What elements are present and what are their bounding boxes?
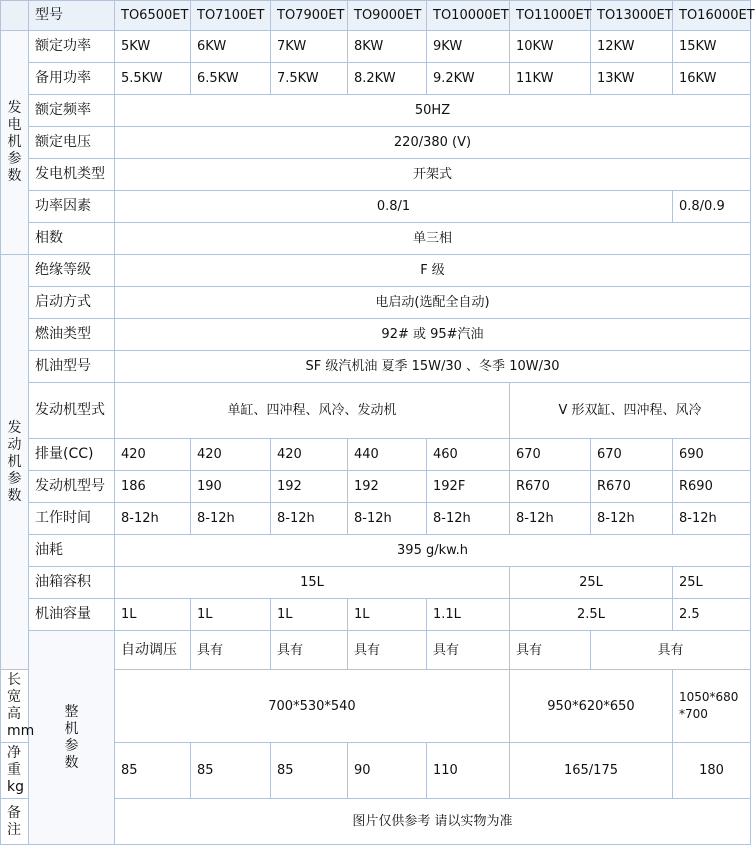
category-engine: 发动机参数 <box>1 255 29 670</box>
engine-form-value-a: 单缸、四冲程、风冷、发动机 <box>115 383 510 439</box>
row-label: 油箱容积 <box>29 567 115 599</box>
rated-power-cell: 10KW <box>510 31 591 63</box>
standby-power-cell: 5.5KW <box>115 63 191 95</box>
table-row <box>1 287 751 319</box>
work-time-cell: 8-12h <box>115 503 191 535</box>
net-weight-cell: 85 <box>115 743 191 799</box>
rated-power-cell: 9KW <box>427 31 510 63</box>
net-weight-value-b: 165/175 <box>510 743 673 799</box>
row-label: 备用功率 <box>29 63 115 95</box>
net-weight-cell: 85 <box>191 743 271 799</box>
model-header: TO7900ET <box>271 1 348 31</box>
table-row <box>1 223 751 255</box>
engine-model-cell: 190 <box>191 471 271 503</box>
insulation-value: F 级 <box>115 255 751 287</box>
work-time-cell: 8-12h <box>348 503 427 535</box>
rated-power-cell: 12KW <box>591 31 673 63</box>
row-label: 长宽高 mm <box>1 670 29 743</box>
work-time-cell: 8-12h <box>191 503 271 535</box>
table-row <box>1 159 751 191</box>
row-label: 绝缘等级 <box>29 255 115 287</box>
standby-power-cell: 16KW <box>673 63 751 95</box>
oil-capacity-value-b: 2.5L <box>510 599 673 631</box>
row-label: 机油容量 <box>29 599 115 631</box>
table-row <box>1 319 751 351</box>
rated-power-cell: 6KW <box>191 31 271 63</box>
work-time-cell: 8-12h <box>271 503 348 535</box>
model-header-label: 型号 <box>29 1 115 31</box>
oil-capacity-cell: 1L <box>115 599 191 631</box>
table-row <box>1 63 751 95</box>
generator-type-value: 开架式 <box>115 159 751 191</box>
rated-power-cell: 5KW <box>115 31 191 63</box>
power-factor-value: 0.8/1 <box>115 191 673 223</box>
net-weight-cell: 90 <box>348 743 427 799</box>
start-mode-value: 电启动(选配全自动) <box>115 287 751 319</box>
oil-capacity-cell: 1L <box>348 599 427 631</box>
engine-model-cell: 192F <box>427 471 510 503</box>
model-header: TO6500ET <box>115 1 191 31</box>
dimensions-value-b: 950*620*650 <box>510 670 673 743</box>
row-label: 发动机型号 <box>29 471 115 503</box>
fuel-consumption-value: 395 g/kw.h <box>115 535 751 567</box>
rated-voltage-value: 220/380 (V) <box>115 127 751 159</box>
header-row <box>1 1 751 31</box>
work-time-cell: 8-12h <box>427 503 510 535</box>
table-row <box>1 351 751 383</box>
table-row <box>1 599 751 631</box>
table-row <box>1 383 751 439</box>
tank-volume-value-a: 15L <box>115 567 510 599</box>
displacement-cell: 420 <box>191 439 271 471</box>
rated-power-cell: 7KW <box>271 31 348 63</box>
row-label: 功率因素 <box>29 191 115 223</box>
work-time-cell: 8-12h <box>673 503 751 535</box>
oil-capacity-cell: 1.1L <box>427 599 510 631</box>
remark-value: 图片仅供参考 请以实物为准 <box>115 799 751 845</box>
table-row <box>1 255 751 287</box>
net-weight-cell: 110 <box>427 743 510 799</box>
table-row <box>1 191 751 223</box>
table-row <box>1 471 751 503</box>
engine-model-cell: 192 <box>348 471 427 503</box>
row-label: 燃油类型 <box>29 319 115 351</box>
standby-power-cell: 11KW <box>510 63 591 95</box>
avr-cell: 具有 <box>271 631 348 670</box>
rated-power-cell: 15KW <box>673 31 751 63</box>
standby-power-cell: 13KW <box>591 63 673 95</box>
model-header: TO10000ET <box>427 1 510 31</box>
fuel-type-value: 92# 或 95#汽油 <box>115 319 751 351</box>
category-generator: 发电机参数 <box>1 31 29 255</box>
model-header: TO7100ET <box>191 1 271 31</box>
row-label: 发电机类型 <box>29 159 115 191</box>
displacement-cell: 690 <box>673 439 751 471</box>
engine-form-value-b: V 形双缸、四冲程、风冷 <box>510 383 751 439</box>
table-row <box>1 95 751 127</box>
net-weight-value-c: 180 <box>673 743 751 799</box>
displacement-cell: 440 <box>348 439 427 471</box>
model-header: TO16000ET <box>673 1 751 31</box>
displacement-cell: 670 <box>510 439 591 471</box>
displacement-cell: 420 <box>271 439 348 471</box>
displacement-cell: 670 <box>591 439 673 471</box>
dimensions-value-c: 1050*680*700 <box>673 670 751 743</box>
table-row <box>1 535 751 567</box>
engine-model-cell: 186 <box>115 471 191 503</box>
row-label: 备注 <box>1 799 29 845</box>
rated-power-cell: 8KW <box>348 31 427 63</box>
displacement-cell: 420 <box>115 439 191 471</box>
work-time-cell: 8-12h <box>510 503 591 535</box>
avr-cell: 具有 <box>510 631 591 670</box>
row-label: 额定功率 <box>29 31 115 63</box>
net-weight-cell: 85 <box>271 743 348 799</box>
engine-model-cell: R670 <box>591 471 673 503</box>
row-label: 启动方式 <box>29 287 115 319</box>
avr-cell: 具有 <box>427 631 510 670</box>
table-row <box>1 127 751 159</box>
standby-power-cell: 6.5KW <box>191 63 271 95</box>
row-label: 相数 <box>29 223 115 255</box>
row-label: 发动机型式 <box>29 383 115 439</box>
model-header: TO13000ET <box>591 1 673 31</box>
oil-type-value: SF 级汽机油 夏季 15W/30 、冬季 10W/30 <box>115 351 751 383</box>
row-label: 额定频率 <box>29 95 115 127</box>
category-machine: 整机参数 <box>29 631 115 845</box>
engine-model-cell: 192 <box>271 471 348 503</box>
standby-power-cell: 8.2KW <box>348 63 427 95</box>
avr-value-b: 具有 <box>591 631 751 670</box>
tank-volume-value-c: 25L <box>673 567 751 599</box>
row-label: 排量(CC) <box>29 439 115 471</box>
row-label: 净重 kg <box>1 743 29 799</box>
rated-frequency-value: 50HZ <box>115 95 751 127</box>
phase-value: 单三相 <box>115 223 751 255</box>
dimensions-value-a: 700*530*540 <box>115 670 510 743</box>
table-row <box>1 439 751 471</box>
standby-power-cell: 9.2KW <box>427 63 510 95</box>
engine-model-cell: R670 <box>510 471 591 503</box>
engine-model-cell: R690 <box>673 471 751 503</box>
tank-volume-value-b: 25L <box>510 567 673 599</box>
row-label: 工作时间 <box>29 503 115 535</box>
table-row <box>1 631 751 670</box>
work-time-cell: 8-12h <box>591 503 673 535</box>
displacement-cell: 460 <box>427 439 510 471</box>
avr-cell: 具有 <box>348 631 427 670</box>
oil-capacity-value-c: 2.5 <box>673 599 751 631</box>
table-row <box>1 503 751 535</box>
row-label: 自动调压 <box>115 631 191 670</box>
model-header: TO9000ET <box>348 1 427 31</box>
standby-power-cell: 7.5KW <box>271 63 348 95</box>
row-label: 额定电压 <box>29 127 115 159</box>
row-label: 油耗 <box>29 535 115 567</box>
corner-cell <box>1 1 29 31</box>
oil-capacity-cell: 1L <box>271 599 348 631</box>
table-row <box>1 31 751 63</box>
table-row <box>1 567 751 599</box>
power-factor-value-last: 0.8/0.9 <box>673 191 751 223</box>
row-label: 机油型号 <box>29 351 115 383</box>
avr-cell: 具有 <box>191 631 271 670</box>
model-header: TO11000ET <box>510 1 591 31</box>
oil-capacity-cell: 1L <box>191 599 271 631</box>
